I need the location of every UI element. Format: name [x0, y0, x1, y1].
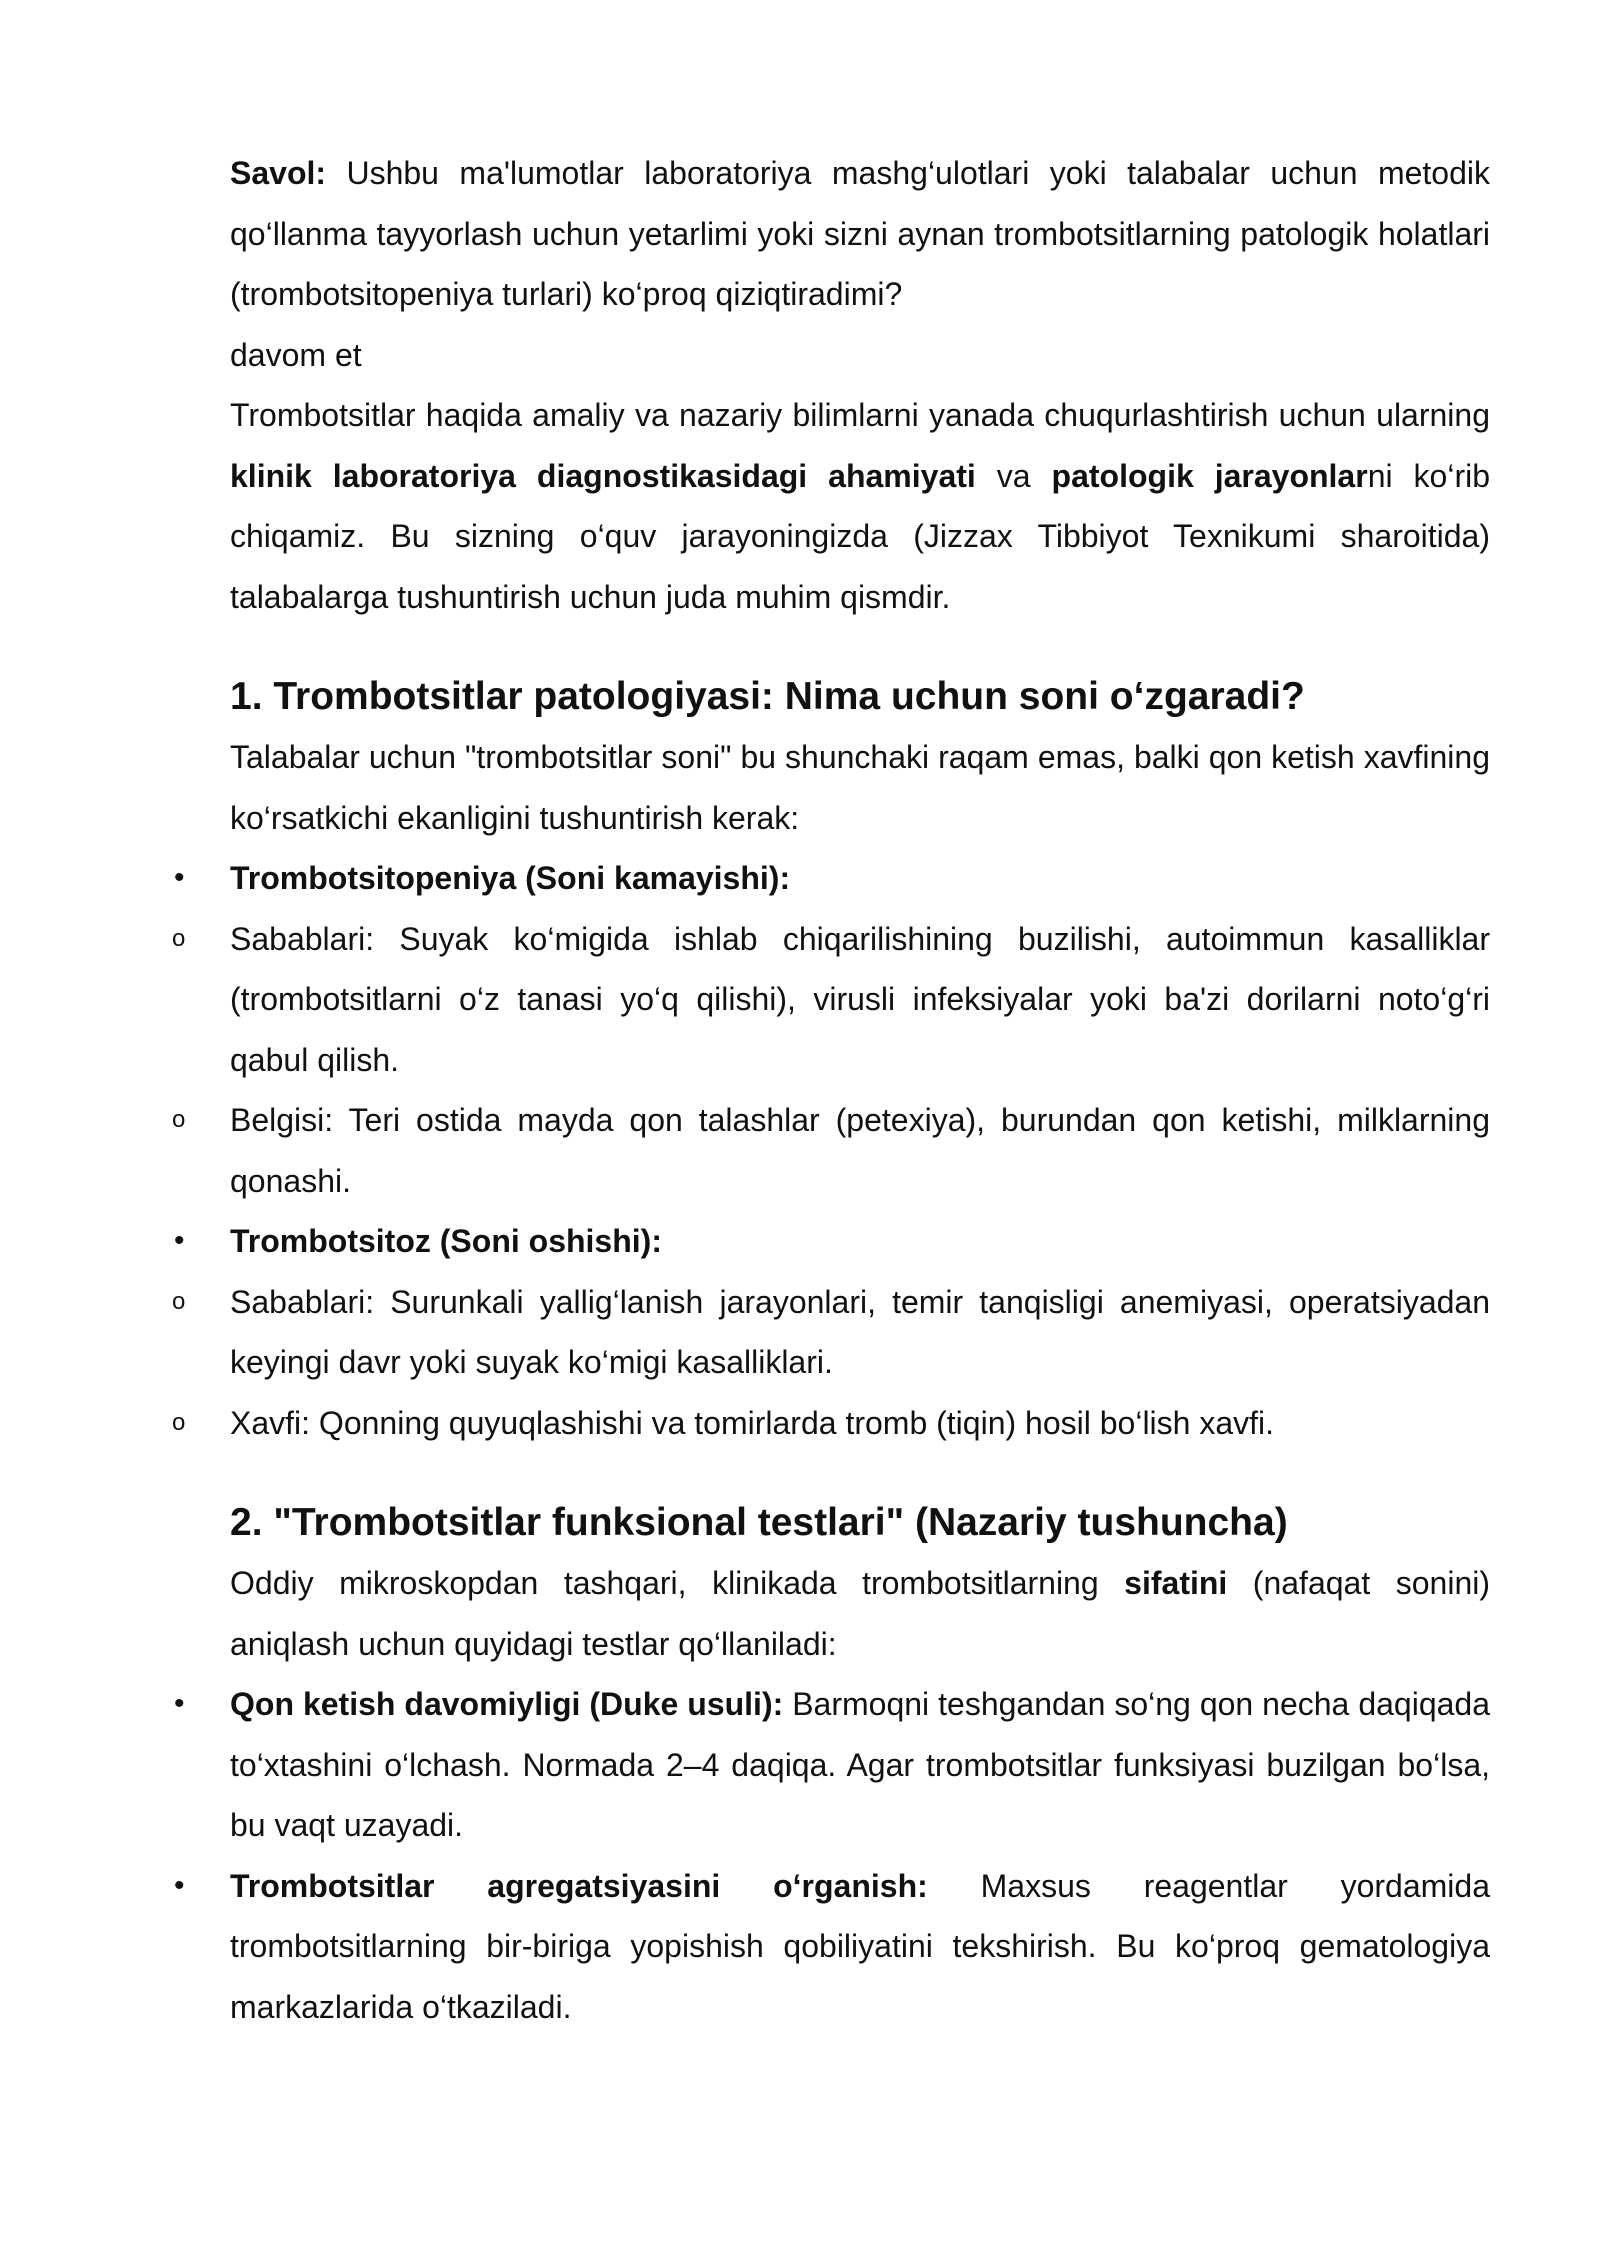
intro-text-c: ni ko‘rib chiqamiz. Bu sizning o‘quv jarayoningizda (Jizzax Tibbiyot Texnikumi sharoitida) talabalarga tushuntirish uchun juda muhim qismdir. — [230, 457, 1491, 615]
bullet-marker: • — [174, 1868, 185, 1902]
section2-heading: 2. "Trombotsitlar funksional testlari" (Nazariy tushuncha) — [230, 1501, 1288, 1544]
sub-bullet-marker: o — [172, 1106, 186, 1133]
duke-method-title: Qon ketish davomiyligi (Duke usuli): — [230, 1686, 784, 1722]
bullet-marker: • — [174, 1687, 185, 1720]
intro-text-a: Trombotsitlar haqida amaliy va nazariy bilimlarni yanada chuqurlashtirish uchun ularning — [230, 397, 1490, 433]
aggregation-title: Trombotsitlar agregatsiyasini o‘rganish: — [230, 1867, 928, 1904]
list-item — [172, 1090, 1490, 1211]
savol-label: Savol: — [230, 155, 327, 191]
duke-method-paragraph — [230, 1674, 1490, 1856]
list-item — [174, 848, 1490, 909]
bullet-marker: • — [174, 861, 185, 894]
trombotsitopeniya-causes: Sabablari: Suyak ko‘migida ishlab chiqarilishining buzilishi, autoimmun kasalliklar (trombotsitlarni o‘z tanasi yo‘q qilishi), virusli infeksiyalar yoki ba'zi dorilarni noto‘g‘ri qabul qilish. — [230, 920, 1490, 1078]
sub-bullet-marker: o — [172, 924, 186, 952]
intro-bold-a: klinik laboratoriya diagnostikasidagi ahamiyati — [230, 457, 976, 494]
list-item — [174, 1674, 1490, 1856]
section2-intro-bold: sifatini — [1124, 1565, 1228, 1601]
sub-bullet-marker: o — [172, 1287, 186, 1315]
trombotsitoz-causes: Sabablari: Surunkali yallig‘lanish jarayonlari, temir tanqisligi anemiyasi, operatsiyadan keyingi davr yoki suyak ko‘migi kasalliklari. — [230, 1283, 1490, 1380]
section1-intro: Talabalar uchun "trombotsitlar soni" bu shunchaki raqam emas, balki qon ketish xavfining ko‘rsatkichi ekanligini tushuntirish kerak: — [230, 739, 1490, 836]
list-item — [172, 1272, 1490, 1393]
section2-intro-a: Oddiy mikroskopdan tashqari, klinikada trombotsitlarning — [230, 1565, 1125, 1601]
intro-text-b: va — [975, 457, 1052, 494]
sub-bullet-marker: o — [172, 1408, 186, 1436]
trombotsitoz-risk: Xavfi: Qonning quyuqlashishi va tomirlarda tromb (tiqin) hosil bo‘lish xavfi. — [230, 1404, 1275, 1441]
aggregation-paragraph — [230, 1856, 1490, 2038]
trombotsitopeniya-signs: Belgisi: Teri ostida mayda qon talashlar (petexiya), burundan qon ketishi, milklarning qonashi. — [230, 1102, 1490, 1199]
section2-intro-c: (nafaqat sonini) aniqlash uchun quyidagi testlar qo‘llaniladi: — [230, 1565, 1491, 1662]
section1-heading: 1. Trombotsitlar patologiyasi: Nima uchun soni o‘zgaradi? — [230, 675, 1305, 718]
list-item — [174, 1211, 1490, 1272]
list-item — [174, 1856, 1491, 2038]
intro-bold-b: patologik jarayonlar — [1051, 457, 1368, 494]
section2-intro — [230, 1553, 1490, 1674]
trombotsitoz-title: Trombotsitoz (Soni oshishi): — [230, 1223, 662, 1259]
list-item — [172, 909, 1490, 1091]
list-item — [172, 1393, 1490, 1454]
question-paragraph — [230, 143, 1490, 325]
duke-method-text: Barmoqni teshgandan so‘ng qon necha daqiqada to‘xtashini o‘lchash. Normada 2–4 daqiqa. Agar trombotsitlar funksiyasi buzilgan bo‘lsa, bu vaqt uzayadi. — [230, 1686, 1490, 1843]
savol-text: Ushbu ma'lumotlar laboratoriya mashg‘ulotlari yoki talabalar uchun metodik qo‘llanma tayyorlash uchun yetarlimi yoki sizni aynan trombotsitlarning patologik holatlari (trombotsitopeniya turlari) ko‘proq qiziqtiradimi? — [230, 155, 1490, 312]
trombotsitopeniya-title: Trombotsitopeniya (Soni kamayishi): — [230, 860, 791, 896]
intro-paragraph — [230, 385, 1490, 627]
aggregation-text: Maxsus reagentlar yordamida trombotsitlarning bir-biriga yopishish qobiliyatini tekshirish. Bu ko‘proq gematologiya markazlarida o‘tkaziladi. — [230, 1867, 1491, 2025]
continue-line: davom et — [230, 336, 362, 373]
document-body — [172, 143, 1491, 2037]
bullet-marker: • — [174, 1224, 185, 1257]
